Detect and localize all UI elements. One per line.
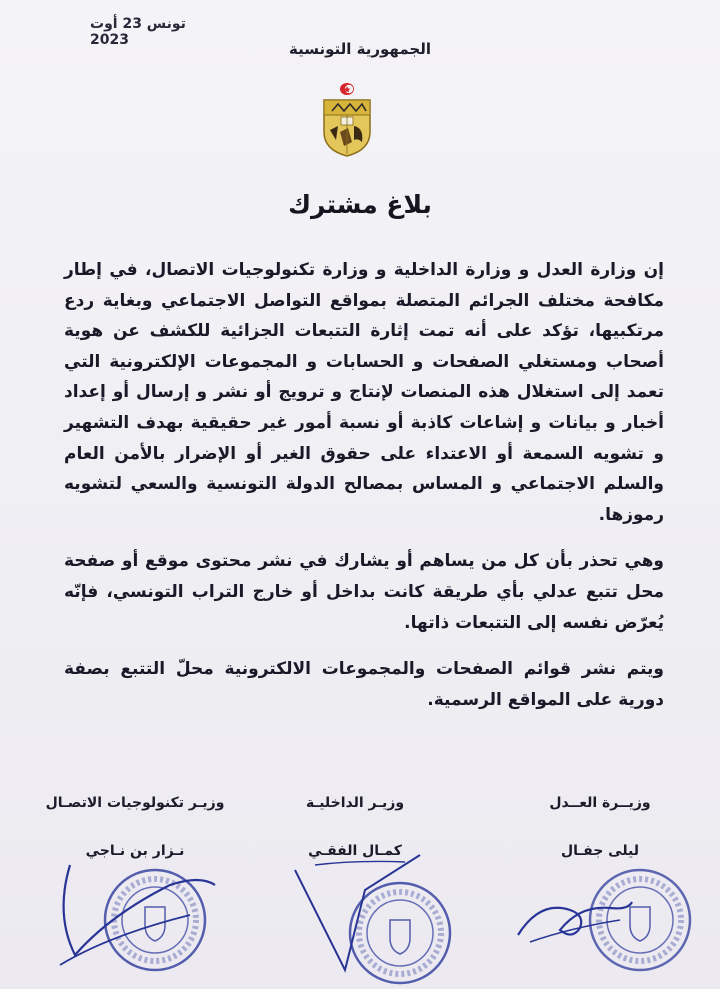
- body-paragraph: ويتم نشر قوائم الصفحات والمجموعات الالكترونية محلّ التتبع بصفة دورية على المواقع الرسمية.: [64, 659, 664, 710]
- signatory-name: كمـال الفقـي: [308, 843, 402, 859]
- coat-of-arms-icon: [318, 80, 376, 158]
- handwritten-signature-icon: [285, 850, 425, 980]
- signatory-title: وزيــرة العــدل: [549, 795, 651, 811]
- signatory-name: ليلى جفـال: [560, 843, 640, 859]
- body-paragraph: وهي تحذر بأن كل من يساهم أو يشارك في نشر محتوى موقع أو صفحة محل تتبع عدلي بأي طريقة كانت بداخل أو خارج التراب التونسي، فإنّه يُعرّض نفسه إلى التتبعات ذاتها.: [64, 551, 664, 633]
- signature-block-telecom: [40, 795, 230, 859]
- handwritten-signature-icon: [50, 855, 220, 975]
- document-body: [64, 255, 664, 731]
- document-title: بلاغ مشترك: [288, 190, 432, 219]
- document-date: تونس 23 أوت 2023: [90, 16, 186, 48]
- signatory-title: وزيـر تكنولوجيات الاتصـال: [45, 795, 225, 811]
- republic-heading: الجمهورية التونسية: [289, 40, 431, 58]
- signature-block-justice: [505, 795, 695, 859]
- signatory-title: وزيـر الداخليـة: [305, 795, 405, 811]
- handwritten-signature-icon: [510, 880, 640, 950]
- signatory-name: نـزار بن نـاجي: [85, 843, 185, 859]
- body-paragraph: إن وزارة العدل و وزارة الداخلية و وزارة تكنولوجيات الاتصال، في إطار مكافحة مختلف الجرائم المتصلة بمواقع التواصل الاجتماعي وبغاية ردع مرتكبيها، تؤكد على أنه تمت إثارة التتبعات الجزائية للكشف عن هوية أصحاب ومستغلي الصفحات و الحسابات و المجموعات الإلكترونية التي تعمد إلى استغلال هذه المنصات لإنتاج و ترويج أو نشر و إرسال أو إعداد أخبار و بيانات و إشاعات كاذبة أو نسبة أمور غير حقيقية بهدف التشهير و تشويه السمعة أو الاعتداء على حقوق الغير أو الإضرار بالأمن العام والسلم الاجتماعي و المساس بمصالح الدولة التونسية والسعي لتشويه رموزها.: [64, 260, 664, 525]
